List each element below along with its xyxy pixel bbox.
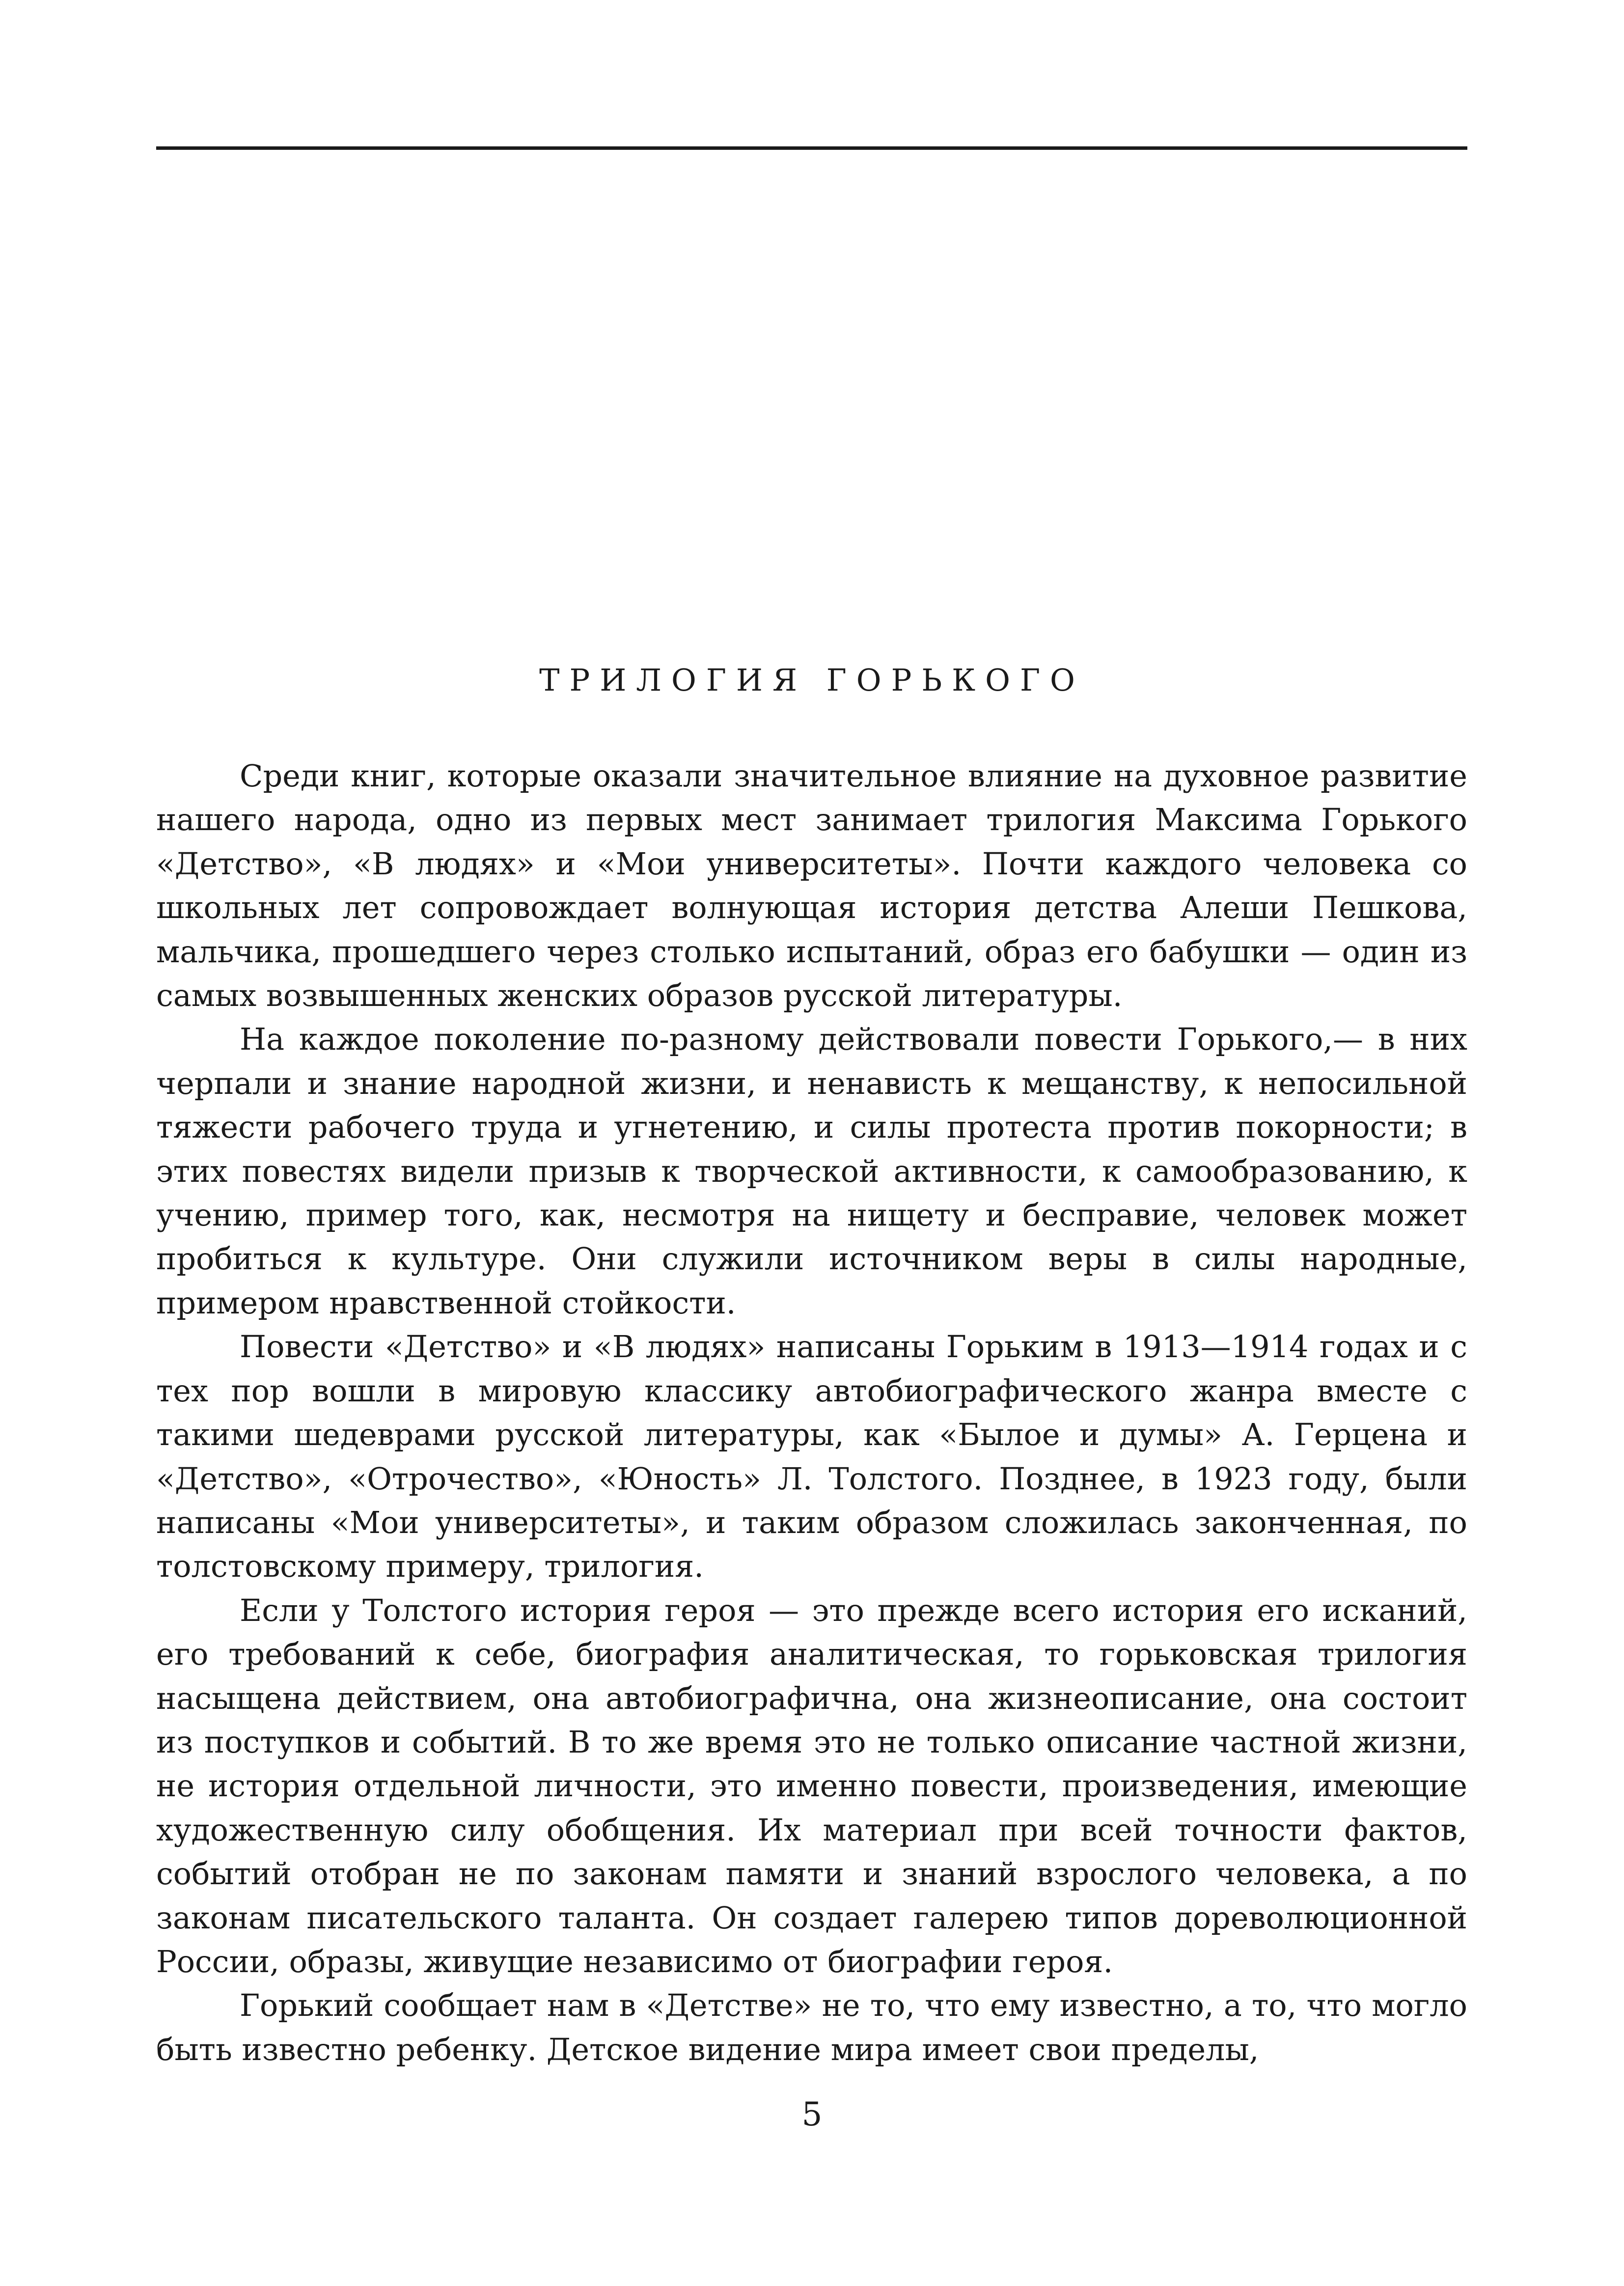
- paragraph: Повести «Детство» и «В людях» написаны Горьким в 1913—1914 годах и с тех пор вошли в мировую классику автобиографического жанра вместе с такими шедеврами русской литературы, как «Былое и думы» А. Герцена и «Детство», «Отрочество», «Юность» Л. Толстого. Позднее, в 1923 году, были написаны «Мои университеты», и таким образом сложилась законченная, по толстовскому примеру, трилогия.: [156, 1329, 1467, 1585]
- body-text: [156, 754, 1467, 2071]
- top-rule: [156, 146, 1467, 150]
- paragraph: Если у Толстого история героя — это прежде всего история его исканий, его требований к себе, биография аналитическая, то горьковская трилогия насыщена действием, она автобиографична, она жизнеописание, она состоит из поступков и событий. В то же время это не только описание частной жизни, не история отдельной личности, это именно повести, произведения, имеющие художественную силу обобщения. Их материал при всей точности фактов, событий отобран не по законам памяти и знаний взрослого человека, а по законам писательского таланта. Он создает галерею типов дореволюционной России, образы, живущие независимо от биографии героя.: [156, 1592, 1467, 1979]
- paragraph: На каждое поколение по-разному действовали повести Горького,— в них черпали и знание народной жизни, и ненависть к мещанству, к непосильной тяжести рабочего труда и угнетению, и силы протеста против покорности; в этих повестях видели призыв к творческой активности, к самообразованию, к учению, пример того, как, несмотря на нищету и бесправие, человек может пробиться к культуре. Они служили источником веры в силы народные, примером нравственной стойкости.: [156, 1021, 1467, 1321]
- paragraph: Горький сообщает нам в «Детстве» не то, что ему известно, а то, что могло быть известно ребенку. Детское видение мира имеет свои пределы,: [156, 1987, 1467, 2067]
- paragraph: Среди книг, которые оказали значительное влияние на духовное развитие нашего народа, одно из первых мест занимает трилогия Максима Горького «Детство», «В людях» и «Мои университеты». Почти каждого человека со школьных лет сопровождает волнующая история детства Алеши Пешкова, мальчика, прошедшего через столько испытаний, образ его бабушки — один из самых возвышенных женских образов русской литературы.: [156, 758, 1467, 1014]
- chapter-title: ТРИЛОГИЯ ГОРЬКОГО: [539, 662, 1085, 698]
- page-number: 5: [801, 2095, 823, 2133]
